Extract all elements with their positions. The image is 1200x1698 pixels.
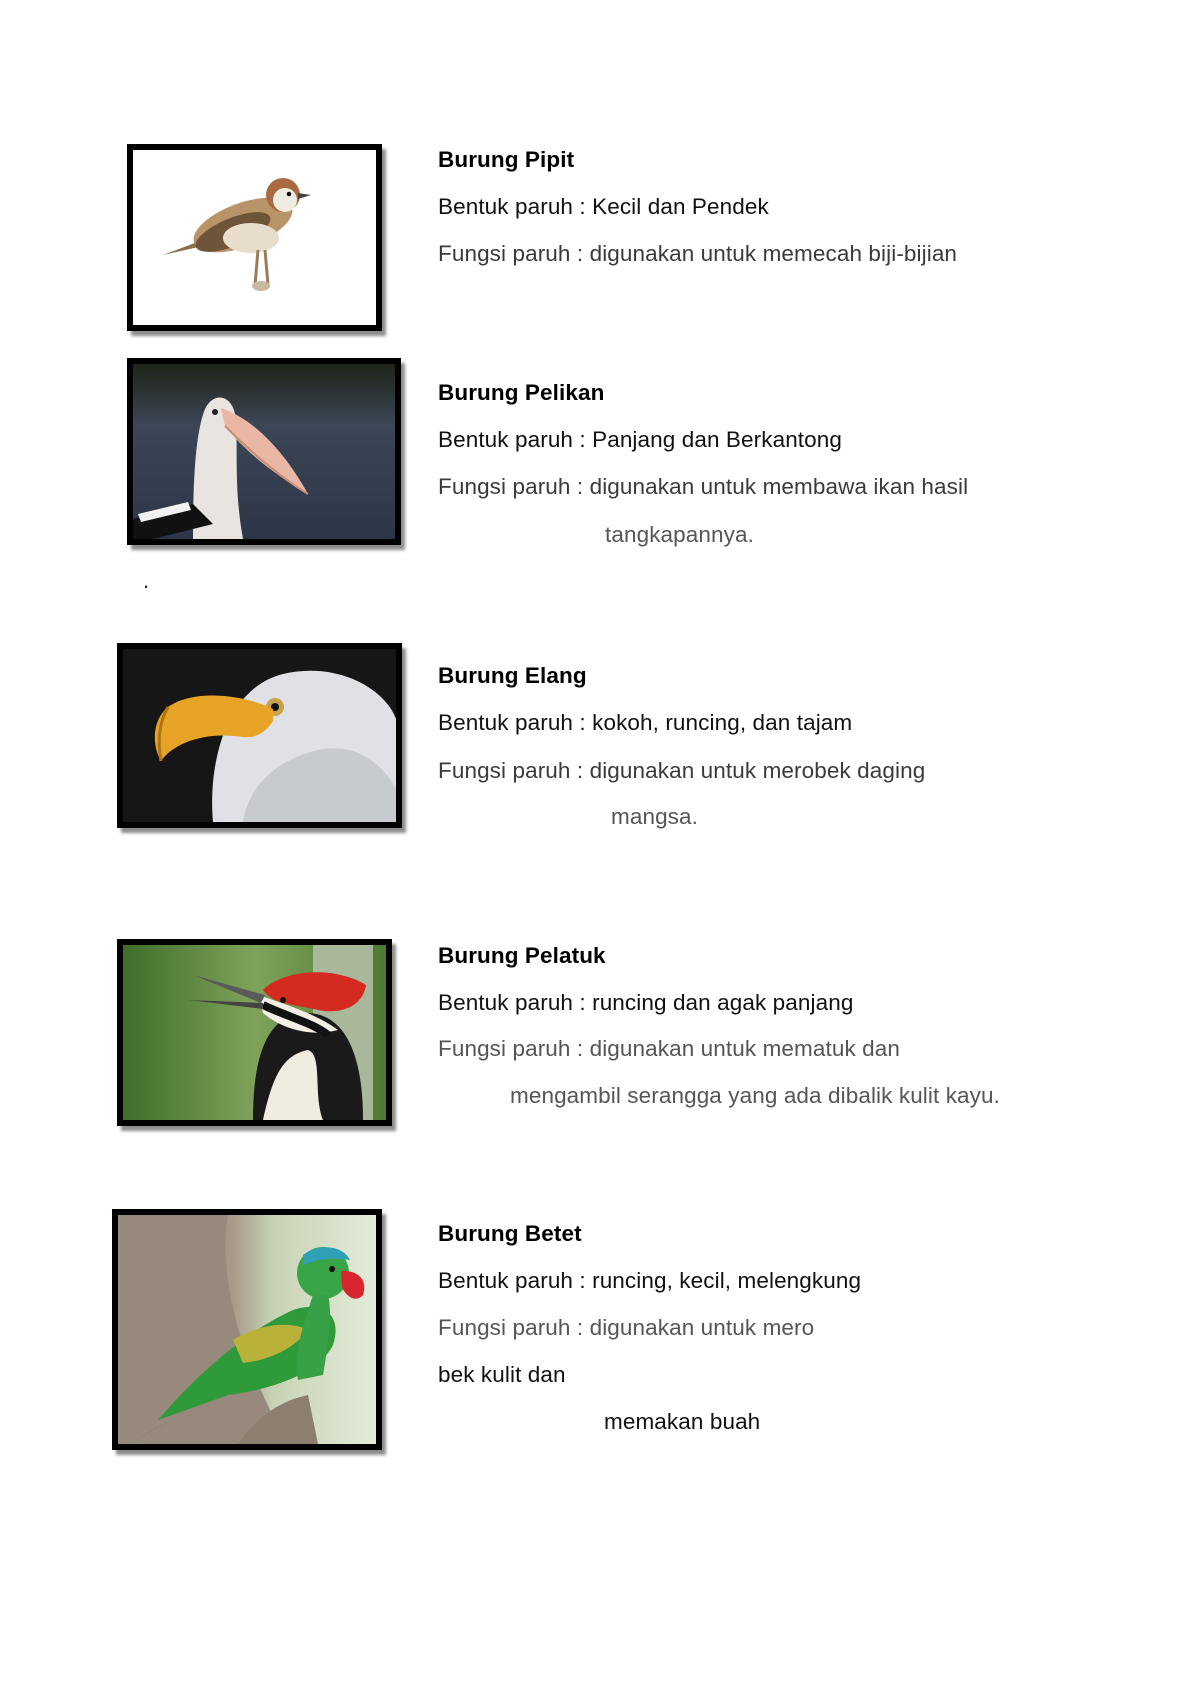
beak-function-text: Fungsi paruh : digunakan untuk memecah biji-bijian xyxy=(438,241,958,266)
pelican-photo xyxy=(133,364,395,539)
beak-function-text-continued: mangsa. xyxy=(611,804,698,829)
beak-function-text: Fungsi paruh : digunakan untuk mero xyxy=(438,1315,815,1340)
bird-title: Burung Pelikan xyxy=(438,380,605,405)
bird-title: Burung Pipit xyxy=(438,147,575,172)
beak-function-text-continued: memakan buah xyxy=(604,1409,761,1434)
bird-title: Burung Elang xyxy=(438,663,587,688)
woodpecker-photo xyxy=(123,945,386,1120)
bird-title: Burung Pelatuk xyxy=(438,943,606,968)
eagle-photo xyxy=(123,649,396,822)
beak-shape-text: Bentuk paruh : runcing dan agak panjang xyxy=(438,990,854,1015)
eagle-photo-frame xyxy=(117,643,402,828)
beak-shape-text: Bentuk paruh : kokoh, runcing, dan tajam xyxy=(438,710,853,735)
beak-shape-text: Bentuk paruh : runcing, kecil, melengkung xyxy=(438,1268,862,1293)
beak-shape-text: Bentuk paruh : Kecil dan Pendek xyxy=(438,194,769,219)
parrot-photo xyxy=(118,1215,376,1444)
beak-shape-text: Bentuk paruh : Panjang dan Berkantong xyxy=(438,427,842,452)
beak-function-text-continued: tangkapannya. xyxy=(605,522,754,547)
beak-function-text: Fungsi paruh : digunakan untuk mematuk dan xyxy=(438,1036,900,1061)
bird-title: Burung Betet xyxy=(438,1221,582,1246)
pelican-photo-frame xyxy=(127,358,401,545)
stray-mark: . xyxy=(143,568,150,593)
sparrow-photo xyxy=(133,150,376,325)
parrot-photo-frame xyxy=(112,1209,382,1450)
beak-function-text-continued: mengambil serangga yang ada dibalik kulit kayu. xyxy=(510,1083,1000,1108)
sparrow-photo-frame xyxy=(127,144,382,331)
beak-function-text-continued: bek kulit dan xyxy=(438,1362,566,1387)
beak-function-text: Fungsi paruh : digunakan untuk membawa ikan hasil xyxy=(438,474,969,499)
beak-function-text: Fungsi paruh : digunakan untuk merobek daging xyxy=(438,758,926,783)
woodpecker-photo-frame xyxy=(117,939,392,1126)
